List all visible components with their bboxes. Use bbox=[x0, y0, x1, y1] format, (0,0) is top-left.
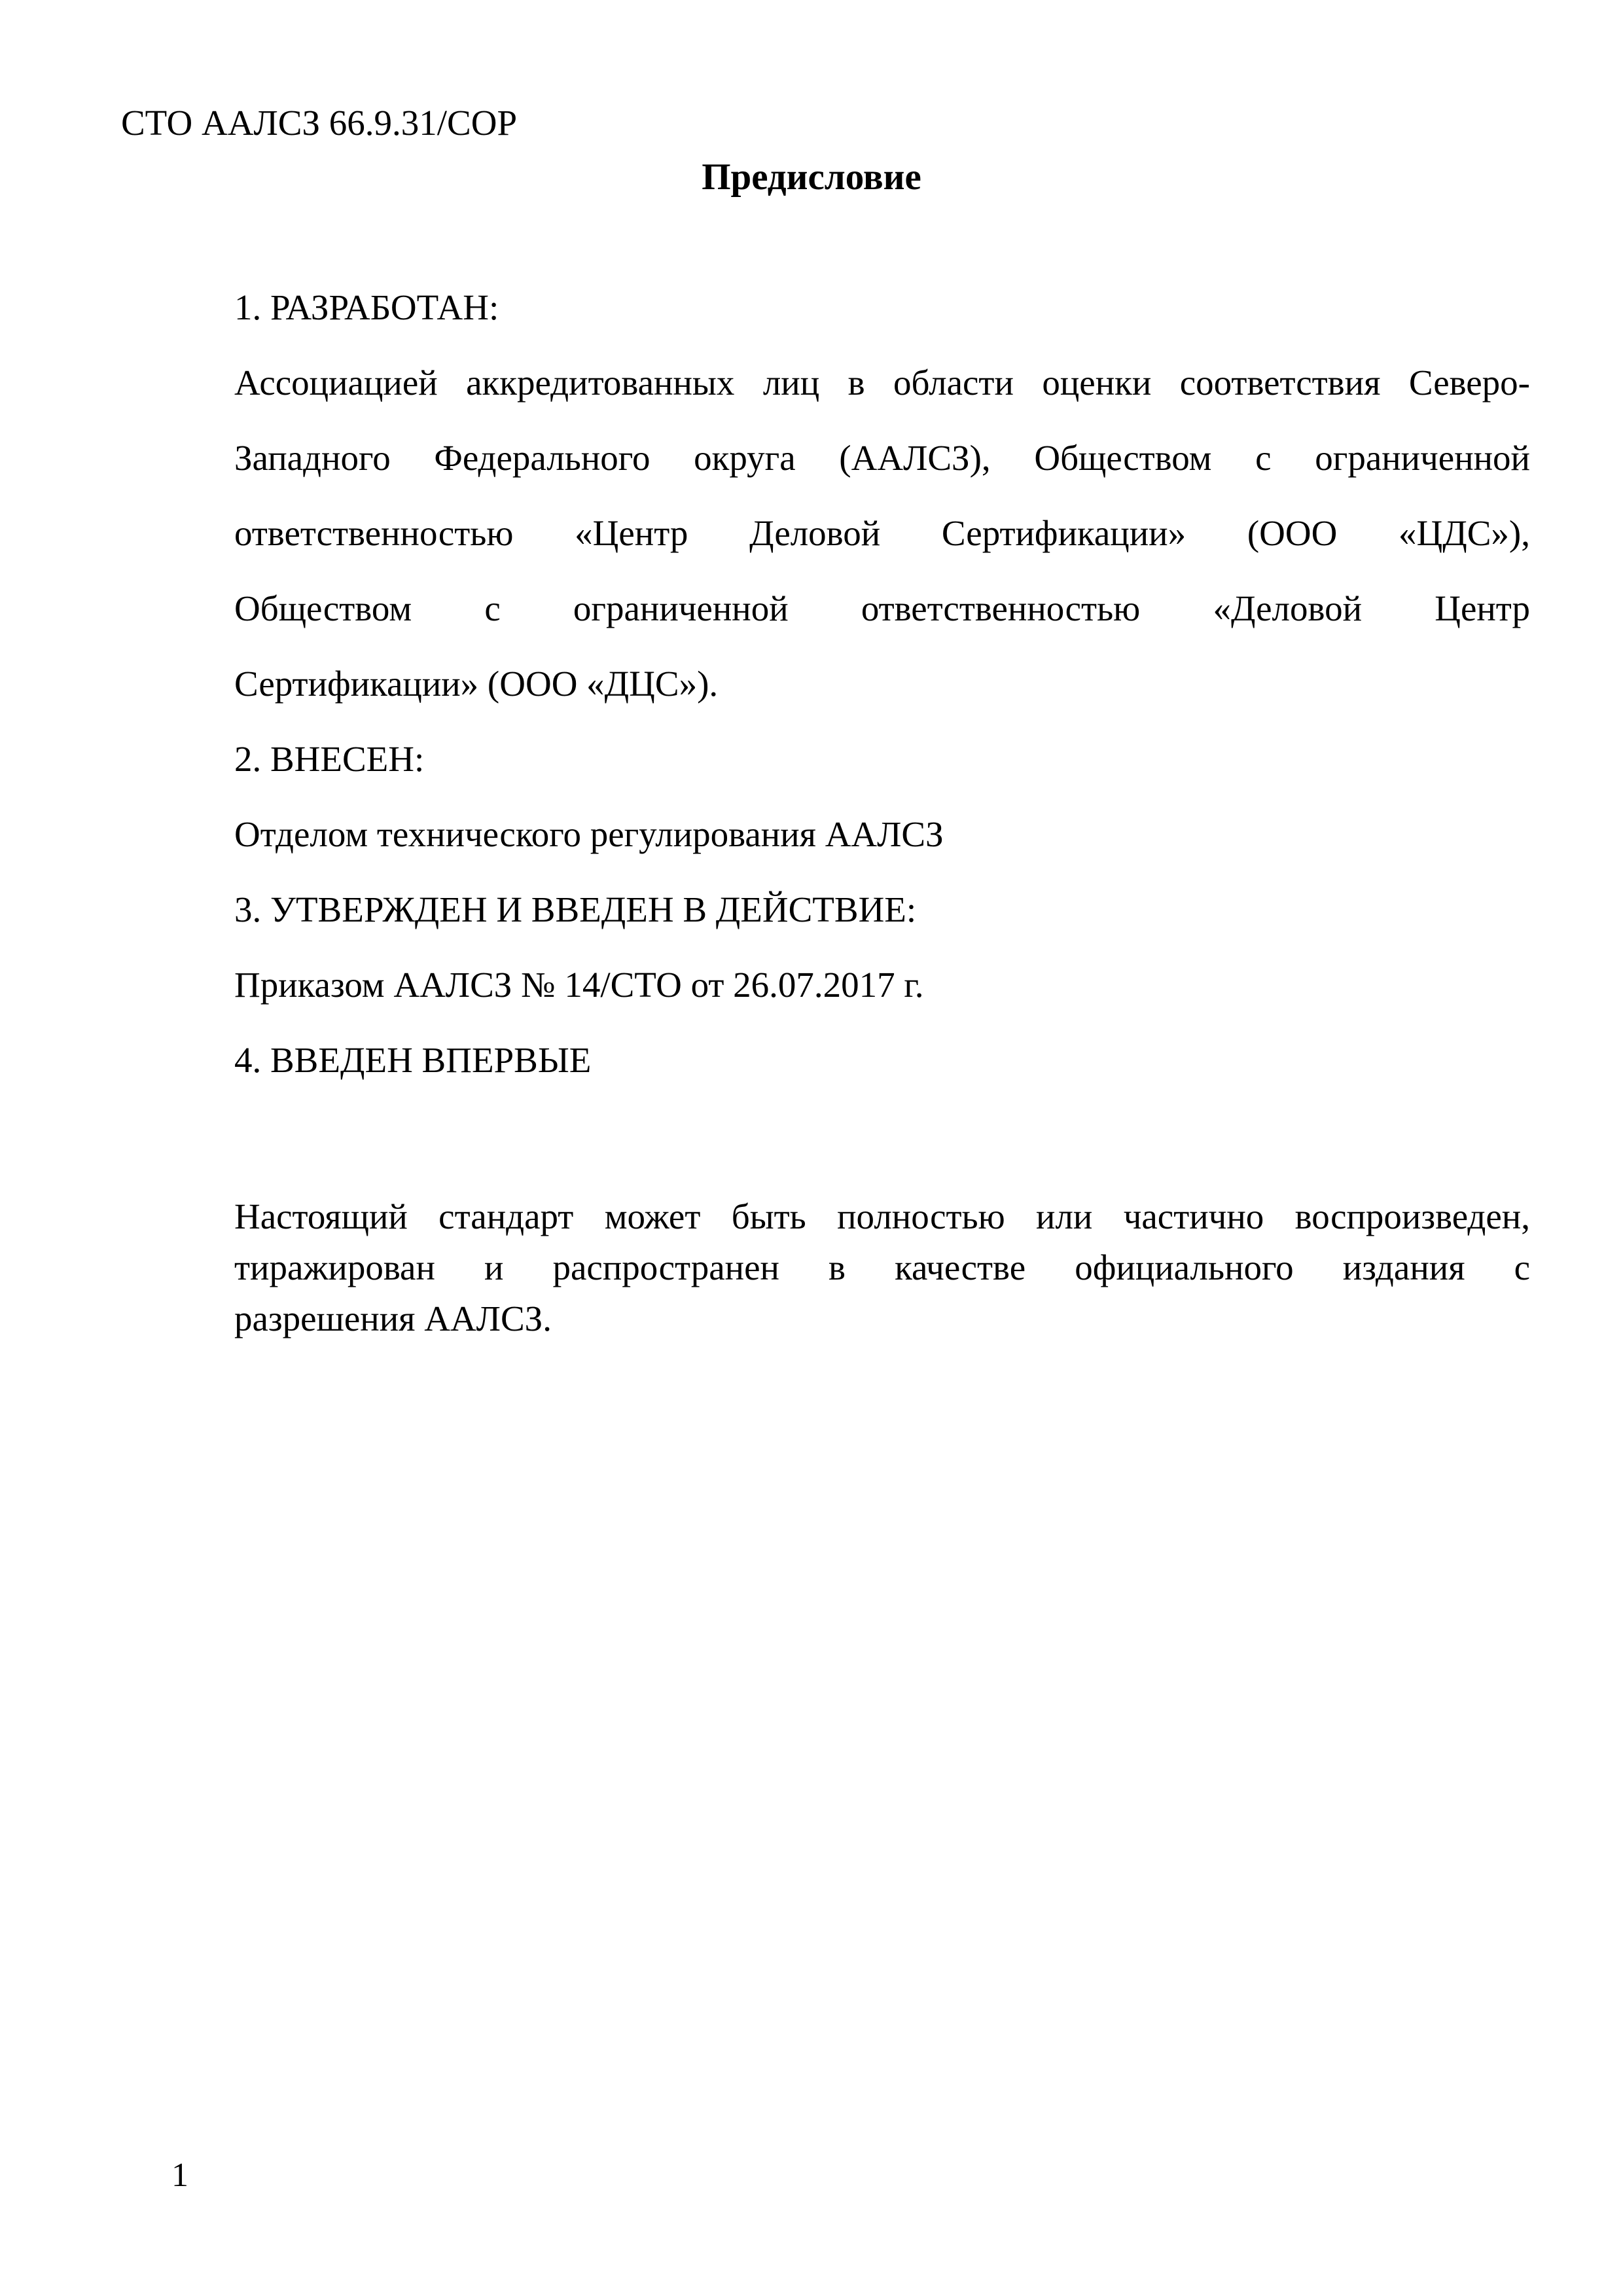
copyright-line: Настоящий стандарт может быть полностью или частично воспроизведен, bbox=[234, 1196, 1530, 1236]
foreword-line: Обществом с ограниченной ответственностью «Деловой Центр bbox=[234, 588, 1530, 628]
copyright-paragraph bbox=[234, 1191, 1530, 1344]
foreword-line: Ассоциацией аккредитованных лиц в области оценки соответствия Северо- bbox=[234, 363, 1530, 403]
foreword-line: Западного Федерального округа (ААЛСЗ), Обществом с ограниченной bbox=[234, 438, 1530, 478]
page-number: 1 bbox=[171, 2157, 188, 2194]
copyright-line: разрешения ААЛСЗ. bbox=[234, 1299, 552, 1338]
foreword-section bbox=[234, 270, 1530, 1098]
foreword-line: Отделом технического регулирования ААЛСЗ bbox=[234, 814, 944, 854]
document-code: СТО ААЛСЗ 66.9.31/СОР bbox=[121, 103, 518, 143]
foreword-line: Приказом ААЛСЗ № 14/СТО от 26.07.2017 г. bbox=[234, 965, 924, 1005]
copyright-line: тиражирован и распространен в качестве официального издания с bbox=[234, 1247, 1530, 1287]
page-title: Предисловие bbox=[702, 156, 921, 198]
foreword-line: 1. РАЗРАБОТАН: bbox=[234, 287, 499, 327]
foreword-line: Сертификации» (ООО «ДЦС»). bbox=[234, 664, 719, 704]
foreword-line: 4. ВВЕДЕН ВПЕРВЫЕ bbox=[234, 1040, 592, 1080]
foreword-line: ответственностью «Центр Деловой Сертификации» (ООО «ЦДС»), bbox=[234, 513, 1530, 553]
foreword-line: 2. ВНЕСЕН: bbox=[234, 739, 425, 779]
foreword-line: 3. УТВЕРЖДЕН И ВВЕДЕН В ДЕЙСТВИЕ: bbox=[234, 889, 917, 929]
